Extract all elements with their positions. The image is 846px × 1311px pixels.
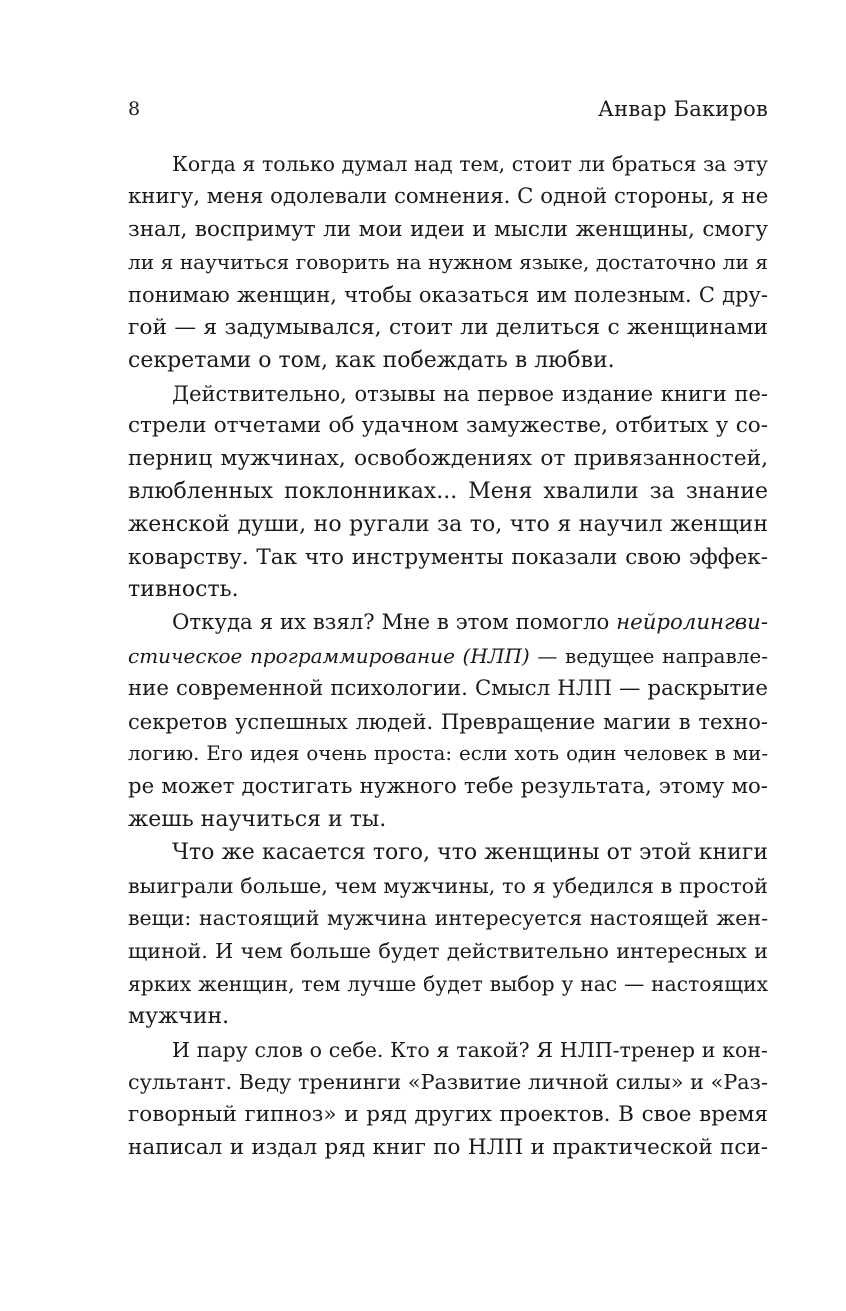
text-line: знал, воспримут ли мои идеи и мысли женщины, смогу — [128, 216, 768, 242]
text-line: вещи: настоящий мужчина интересуется настоящей жен- — [128, 906, 768, 931]
text-line: логию. Его идея очень проста: если хоть один человек в ми- — [128, 742, 768, 766]
text-line: выиграли больше, чем мужчины, то я убедился в простой — [128, 873, 768, 898]
text-line: женской души, но ругали за то, что я научил женщин — [128, 511, 768, 537]
italic-term: нейролингви- — [616, 610, 768, 636]
text-line: тивность. — [128, 577, 239, 603]
text-line: стрели отчетами об удачном замужестве, отбитых у со- — [128, 413, 768, 439]
text-line: секретами о том, как побеждать в любви. — [128, 347, 615, 373]
text-line: секретов успешных людей. Превращение магии в техно- — [128, 709, 768, 734]
text-line: написал и издал ряд книг по НЛП и практической пси- — [128, 1134, 768, 1160]
text-line: перниц мужчинах, освобождениях от привязанностей, — [128, 446, 768, 472]
text-line: коварству. Так что инструменты показали свою эффек- — [128, 544, 768, 570]
text-line — [128, 607, 768, 640]
paragraph — [128, 1034, 768, 1165]
text-line — [128, 640, 768, 673]
paragraph — [128, 837, 768, 1034]
text-line: ли я научиться говорить на нужном языке, достаточно ли я — [128, 250, 768, 275]
text-line: Когда я только думал над тем, стоит ли браться за эту — [172, 152, 768, 176]
paragraph — [128, 148, 768, 378]
text-line: говорный гипноз» и ряд других проектов. В свое время — [128, 1102, 768, 1128]
text-segment: Откуда я их взял? Мне в этом помогло — [172, 610, 617, 636]
italic-term: стическое программирование (НЛП) — [128, 643, 530, 668]
paragraph — [128, 607, 768, 837]
text-line: влюбленных поклонниках... Меня хвалили за знание — [128, 478, 768, 504]
page-number: 8 — [128, 98, 141, 120]
text-line: ре может достигать нужного тебе результата, этому мо- — [128, 774, 768, 800]
text-line: понимаю женщин, чтобы оказаться им полезным. С дру- — [128, 283, 768, 308]
text-line: мужчин. — [128, 1003, 230, 1029]
running-header — [128, 94, 768, 124]
text-line: гой — я задумывался, стоит ли делиться с женщинами — [128, 314, 768, 340]
text-line: И пару слов о себе. Кто я такой? Я НЛП-тренер и кон- — [172, 1037, 768, 1062]
text-line: Действительно, отзывы на первое издание книги пе- — [172, 381, 768, 406]
text-segment: — ведущее направле- — [529, 643, 769, 668]
body-text — [128, 148, 768, 1165]
text-line: сультант. Веду тренинги «Развитие личной силы» и «Раз- — [128, 1070, 768, 1095]
text-line: ние современной психологии. Смысл НЛП — раскрытие — [128, 675, 768, 701]
paragraph — [128, 378, 768, 608]
text-line: щиной. И чем больше будет действительно интересных и — [128, 939, 768, 964]
text-line: Что же касается того, что женщины от этой книги — [172, 839, 768, 865]
text-line: жешь научиться и ты. — [128, 806, 387, 832]
text-line: ярких женщин, тем лучше будет выбор у нас — настоящих — [128, 971, 768, 996]
running-header-author: Анвар Бакиров — [598, 97, 768, 121]
text-line: книгу, меня одолевали сомнения. С одной стороны, я не — [128, 183, 769, 209]
